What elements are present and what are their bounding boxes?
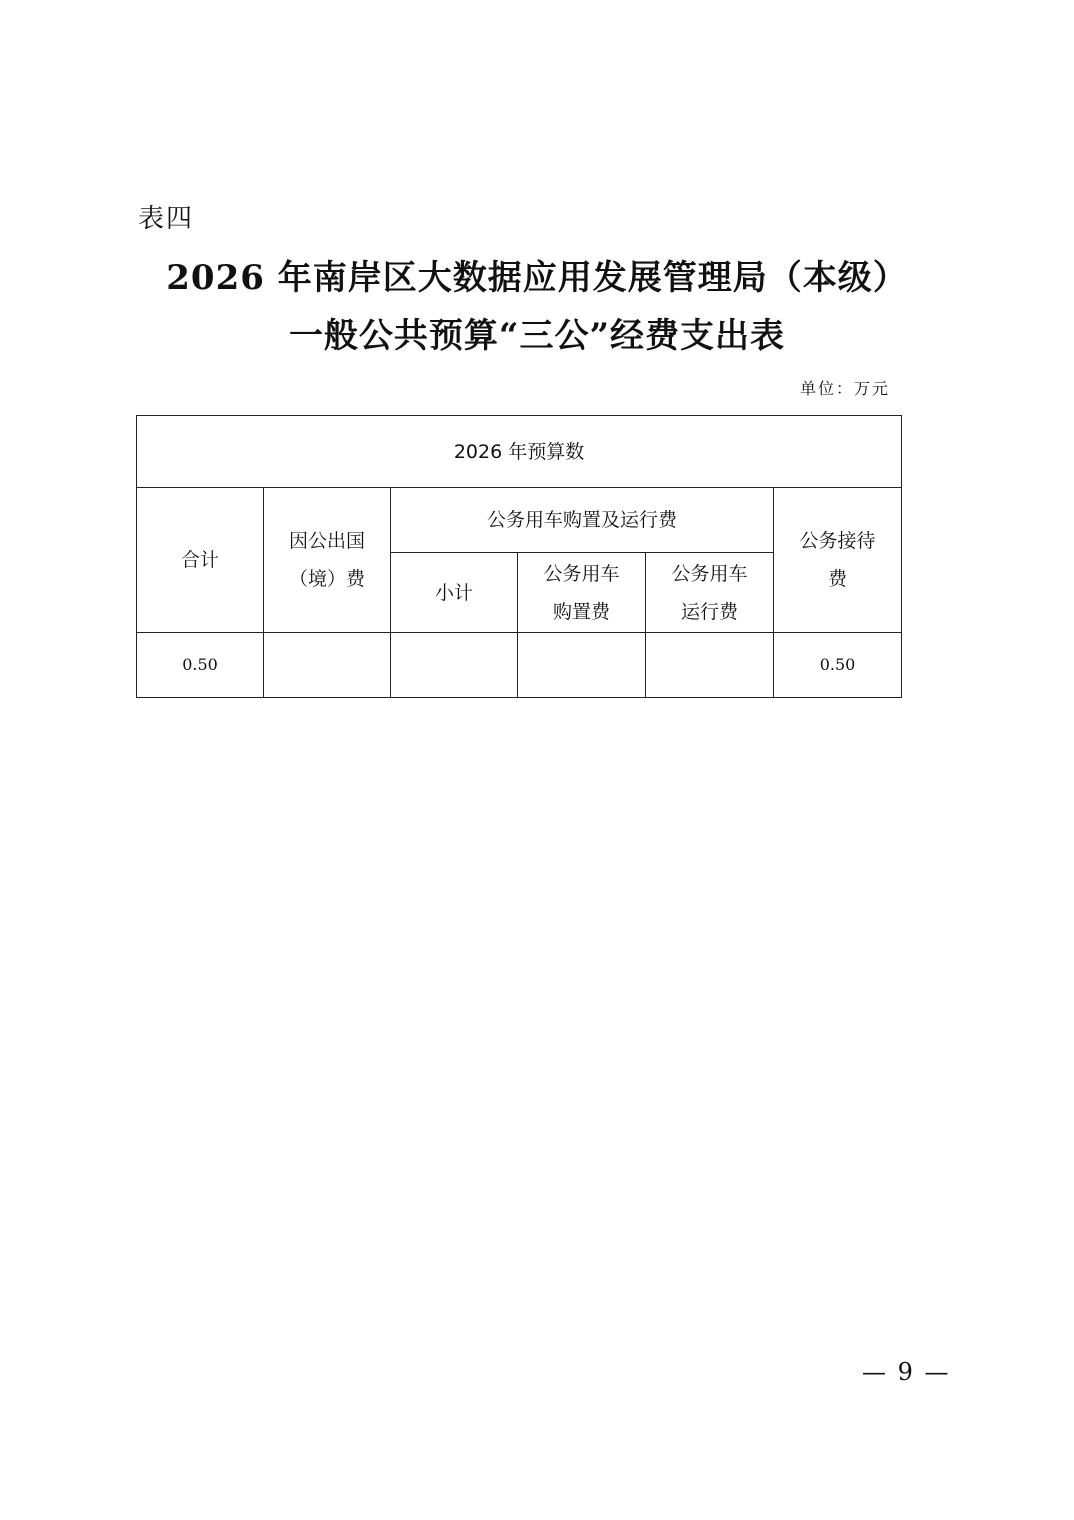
header-vehicle-purchase-line1: 公务用车 [543,562,620,585]
cell-reception: 0.50 [774,633,902,698]
cell-subtotal [391,633,518,698]
header-total: 合计 [137,488,264,633]
header-vehicle-purchase-line2: 购置费 [552,600,610,623]
header-vehicle-purchase [518,553,646,633]
cell-abroad [264,633,391,698]
document-title-line1: 2026 年南岸区大数据应用发展管理局（本级） [166,258,908,298]
header-vehicle-operation-line2: 运行费 [680,600,738,623]
header-reception [774,488,902,633]
cell-total: 0.50 [137,633,264,698]
cell-vehicle-operation [646,633,774,698]
header-reception-line2: 费 [828,568,848,590]
header-abroad-line1: 因公出国 [288,530,365,552]
header-vehicle-operation-line1: 公务用车 [671,562,748,585]
document-title-line2: 一般公共预算“三公”经费支出表 [288,316,786,356]
table-header-row-top [137,416,902,488]
cell-vehicle-purchase [518,633,646,698]
table-row [137,633,902,698]
table-header-row-1 [137,488,902,553]
header-reception-line1: 公务接待 [799,530,876,552]
header-budget-year: 2026 年预算数 [137,416,902,488]
header-abroad [264,488,391,633]
header-vehicle-operation [646,553,774,633]
budget-table [136,415,902,698]
header-vehicle-group: 公务用车购置及运行费 [391,488,774,553]
table-label: 表四 [138,204,195,234]
header-abroad-line2: （境）费 [288,568,365,590]
page-number: — 9 — [862,1358,951,1386]
header-subtotal: 小计 [391,553,518,633]
unit-label: 单位：万元 [799,379,890,398]
